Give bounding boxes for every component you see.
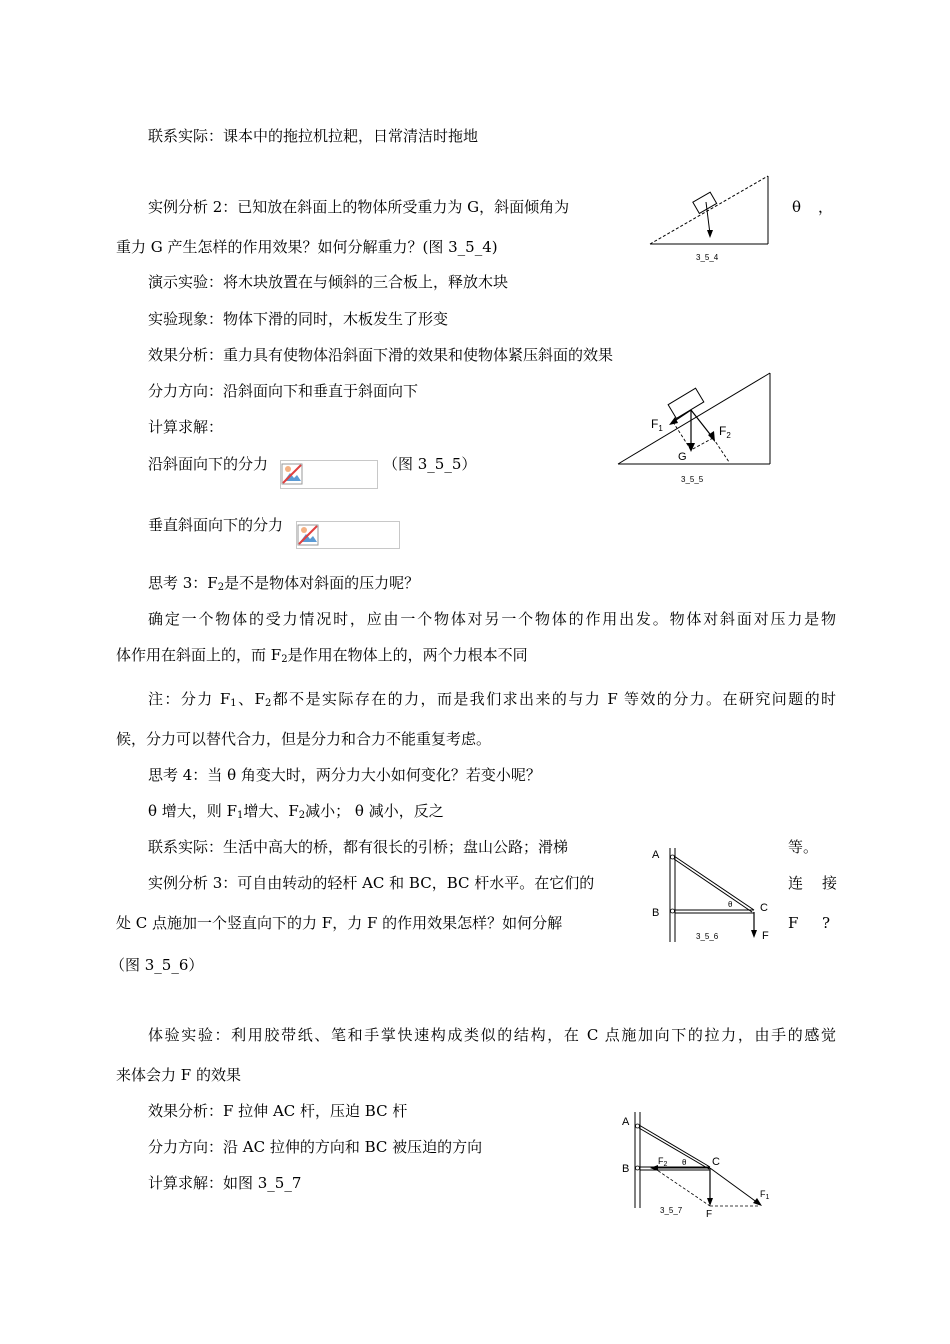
text-line: （图 3_5_6） <box>110 956 204 974</box>
text-line: 效果分析：重力具有使物体沿斜面下滑的效果和使物体紧压斜面的效果 <box>148 346 614 364</box>
text-line: 思考 3：$F_2$是不是物体对斜面的压力呢？ <box>148 574 420 593</box>
angle-label: θ <box>682 1158 687 1167</box>
figure-caption: 3_5_5 <box>681 475 704 484</box>
force-label: F <box>706 1209 713 1220</box>
figure-3-5-4 <box>648 172 772 264</box>
force-label-f1: $F_1$ <box>651 417 663 433</box>
broken-image-icon <box>297 522 321 546</box>
text-line: θ 增大，则 $F_1$增大、$F_2$减小； θ 减小，反之 <box>148 802 444 821</box>
figure-3-5-5 <box>615 368 775 488</box>
text-line: 沿斜面向下的分力 <box>148 455 269 473</box>
figure-3-5-6 <box>648 838 778 946</box>
figure-caption: 3_5_4 <box>696 253 719 262</box>
point-label: C <box>712 1156 720 1168</box>
text-line: 体作用在斜面上的，而 $F_2$是作用在物体上的，两个力根本不同 <box>116 646 528 665</box>
angle-label: θ <box>728 900 733 909</box>
text-line: F <box>788 914 799 932</box>
text-line: 垂直斜面向下的分力 <box>148 516 284 534</box>
theta-symbol: θ <box>792 198 802 216</box>
point-label: C <box>760 902 768 914</box>
figure-caption: 3_5_6 <box>696 932 719 941</box>
text-line: 分力方向：沿 AC 拉伸的方向和 BC 被压迫的方向 <box>148 1138 483 1156</box>
text-line: 接 <box>822 874 838 892</box>
text-line: ， <box>818 198 834 216</box>
force-label-f2: $F_2$ <box>658 1156 668 1168</box>
text-line: 分力方向：沿斜面向下和垂直于斜面向下 <box>148 382 419 400</box>
text-line: 注：分力 $F_1$、$F_2$都不是实际存在的力，而是我们求出来的与力 F 等效的分力。在研究问题的时 <box>148 690 836 709</box>
figure-caption: 3_5_7 <box>660 1206 683 1215</box>
text-line: 联系实际：课本中的拖拉机拉耙，日常清洁时拖地 <box>148 127 479 145</box>
text-line: 联系实际：生活中高大的桥，都有很长的引桥；盘山公路；滑梯 <box>148 838 569 856</box>
text-line: 候，分力可以替代合力，但是分力和合力不能重复考虑。 <box>116 730 492 748</box>
text-line: ? <box>822 914 831 932</box>
text-line: 实例分析 3：可自由转动的轻杆 AC 和 BC，BC 杆水平。在它们的 <box>148 874 595 892</box>
text-line: 计算求解： <box>148 418 224 436</box>
formula-image <box>280 460 378 489</box>
point-label: A <box>622 1116 630 1128</box>
force-label-f2: $F_2$ <box>719 424 731 440</box>
text-line: 演示实验：将木块放置在与倾斜的三合板上，释放木块 <box>148 273 509 291</box>
text-line: 处 C 点施加一个竖直向下的力 F，力 F 的作用效果怎样？如何分解 <box>116 914 563 932</box>
text-line: 实例分析 2：已知放在斜面上的物体所受重力为 G，斜面倾角为 <box>148 198 570 216</box>
text-line: 体验实验：利用胶带纸、笔和手掌快速构成类似的结构，在 C 点施加向下的拉力，由手的感觉 <box>148 1026 836 1044</box>
figure-3-5-7 <box>618 1108 788 1220</box>
point-label: B <box>622 1163 630 1175</box>
text-line: 计算求解：如图 3_5_7 <box>148 1174 302 1192</box>
text-line: 实验现象：物体下滑的同时，木板发生了形变 <box>148 310 449 328</box>
text-line: 效果分析：F 拉伸 AC 杆，压迫 BC 杆 <box>148 1102 408 1120</box>
text-line: 重力 G 产生怎样的作用效果？如何分解重力？(图 3_5_4) <box>116 238 498 256</box>
text-line: 连 <box>788 874 804 892</box>
point-label: A <box>652 849 660 861</box>
text-line: 确定一个物体的受力情况时，应由一个物体对另一个物体的作用出发。物体对斜面对压力是物 <box>148 610 836 628</box>
text-line: 等。 <box>788 838 819 856</box>
text-line: 来体会力 F 的效果 <box>116 1066 241 1084</box>
broken-image-icon <box>281 461 305 485</box>
text-line: （图 3_5_5） <box>383 455 477 473</box>
force-label-f1: $F_1$ <box>760 1189 770 1201</box>
force-label-g: G <box>678 451 687 463</box>
force-label: F <box>762 930 769 942</box>
text-line: 思考 4：当 θ 角变大时，两分力大小如何变化？若变小呢？ <box>148 766 541 784</box>
point-label: B <box>652 907 660 919</box>
formula-image <box>296 521 400 549</box>
